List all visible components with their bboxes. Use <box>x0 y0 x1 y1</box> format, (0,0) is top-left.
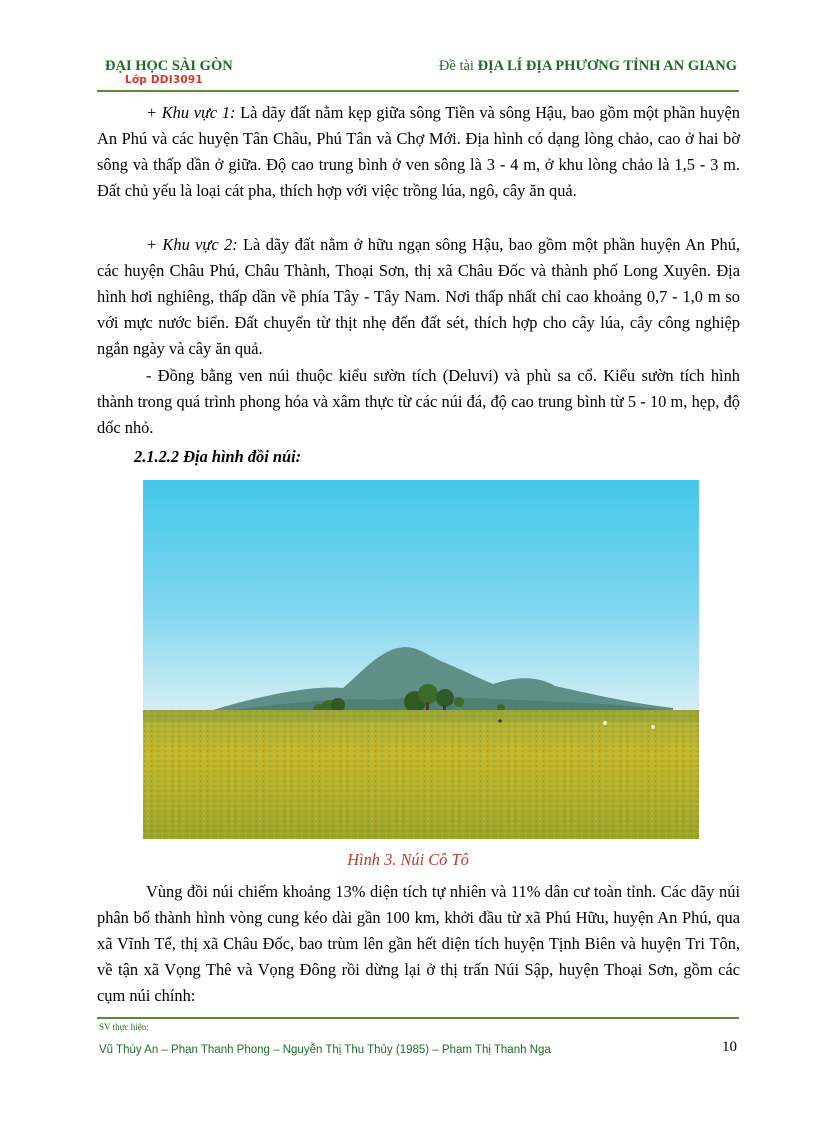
topic-name: ĐỊA LÍ ĐỊA PHƯƠNG TỈNH AN GIANG <box>477 58 737 74</box>
school-name: ĐẠI HỌC SÀI GÒN <box>105 58 233 74</box>
paragraph-region-2 <box>97 232 740 362</box>
page-number: 10 <box>722 1039 737 1055</box>
mountain-landscape-image <box>143 480 699 839</box>
region-1-lead: + Khu vực 1: <box>146 103 236 122</box>
footer-label: SV thực hiện: <box>99 1022 149 1032</box>
paragraph-mountains: Vùng đồi núi chiếm khoảng 13% diện tích tự nhiên và 11% dân cư toàn tỉnh. Các dãy núi phân bố thành hình vòng cung kéo dài gần 100 km, khởi đầu từ xã Phú Hữu, huyện An Phú, qua xã Vĩnh Tế, thị xã Châu Đốc, bao trùm lên gần hết diện tích huyện Tịnh Biên và huyện Tri Tôn, về tận xã Vọng Thê và Vọng Đông rồi dừng lại ở thị trấn Núi Sập, huyện Thoại Sơn, gồm các cụm núi chính: <box>97 882 740 1005</box>
region-1-text: Là dãy đất nằm kẹp giữa sông Tiền và sông Hậu, bao gồm một phần huyện An Phú và các huyện Tân Châu, Phú Tân và Chợ Mới. Địa hình có dạng lòng chảo, cao ở hai bờ sông và thấp dần ở giữa. Độ cao trung bình ở ven sông là 3 - 4 m, ở khu lòng chảo là 1,5 - 3 m. Đất chủ yếu là loại cát pha, thích hợp với việc trồng lúa, ngô, cây ăn quả. <box>97 103 740 200</box>
footer-authors: Vũ Thúy An – Phan Thanh Phong – Nguyễn Thị Thu Thủy (1985) – Phạm Thị Thanh Nga <box>99 1044 551 1056</box>
paragraph-region-1 <box>97 100 740 204</box>
figure-caption: Hình 3. Núi Cô Tô <box>347 850 469 869</box>
region-2-lead: + Khu vực 2: <box>146 235 238 254</box>
region-2-text: Là dãy đất nằm ở hữu ngạn sông Hậu, bao gồm một phần huyện An Phú, các huyện Châu Phú, Châu Thành, Thoại Sơn, thị xã Châu Đốc và thành phố Long Xuyên. Địa hình hơi nghiêng, thấp dần về phía Tây - Tây Nam. Nơi thấp nhất chỉ cao khoảng 0,7 - 1,0 m so với mực nước biển. Đất chuyển từ thịt nhẹ đến đất sét, thích hợp cho cây lúa, cây công nghiệp ngắn ngày và cây ăn quả. <box>97 235 740 358</box>
figure-photo <box>143 480 699 839</box>
class-label: Lớp DDI3091 <box>125 74 203 86</box>
section-heading: 2.1.2.2 Địa hình đồi núi: <box>134 447 302 466</box>
paragraph-plain: - Đồng bằng ven núi thuộc kiểu sườn tích (Deluvi) và phù sa cổ. Kiểu sườn tích hình thành trong quá trình phong hóa và xâm thực từ các núi đá, độ cao trung bình từ 5 - 10 m, hẹp, độ dốc nhỏ. <box>97 366 740 437</box>
page-footer <box>97 1017 739 1065</box>
topic-title <box>439 58 737 75</box>
page-header <box>97 56 739 92</box>
topic-prefix: Đề tài <box>438 58 474 74</box>
